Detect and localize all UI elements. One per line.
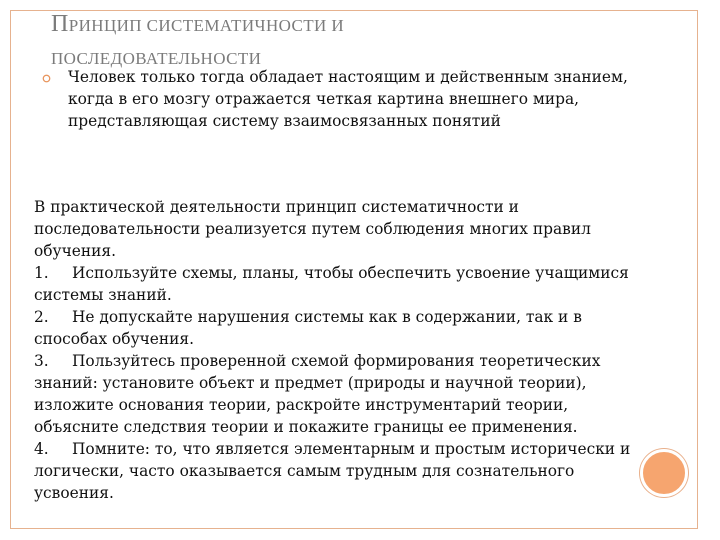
list-item-text: Не допускайте нарушения системы как в содержании, так и в способах обучения. (34, 308, 582, 348)
list-item-text: Пользуйтесь проверенной схемой формирования теоретических знаний: установите объект и предмет (природы и научной теории), изложите основания теории, раскройте инструментарий теории, объясните следствия теории и покажите границы ее применения. (34, 352, 601, 436)
list-item-3 (34, 350, 649, 438)
list-item-4 (34, 438, 649, 504)
title-first-letter: П (51, 11, 69, 37)
title-line1-rest: РИНЦИП СИСТЕМАТИЧНОСТИ И (68, 16, 345, 35)
list-item-number: 3. (34, 352, 49, 370)
list-item-text: Используйте схемы, планы, чтобы обеспечить усвоение учащимися системы знаний. (34, 264, 629, 304)
bullet-ring-icon (42, 74, 51, 83)
decorative-circle (640, 449, 688, 497)
intro-paragraph: В практической деятельности принцип систематичности и последовательности реализуется путем соблюдения многих правил обучения. (34, 198, 591, 260)
list-item-number: 4. (34, 440, 49, 458)
bullet-text: Человек только тогда обладает настоящим и действенным знанием, когда в его мозгу отражается четкая картина внешнего мира, представляющая систему взаимосвязанных понятий (68, 68, 628, 130)
list-item-number: 1. (34, 264, 49, 282)
list-item-2 (34, 306, 649, 350)
list-item-1 (34, 262, 649, 306)
list-item-text: Помните: то, что является элементарным и простым исторически и логически, часто оказывается самым трудным для сознательного усвоения. (34, 440, 631, 502)
list-item-number: 2. (34, 308, 49, 326)
slide-title (51, 8, 651, 75)
title-line2: ПОСЛЕДОВАТЕЛЬНОСТИ (51, 49, 262, 68)
body-text (34, 196, 649, 504)
